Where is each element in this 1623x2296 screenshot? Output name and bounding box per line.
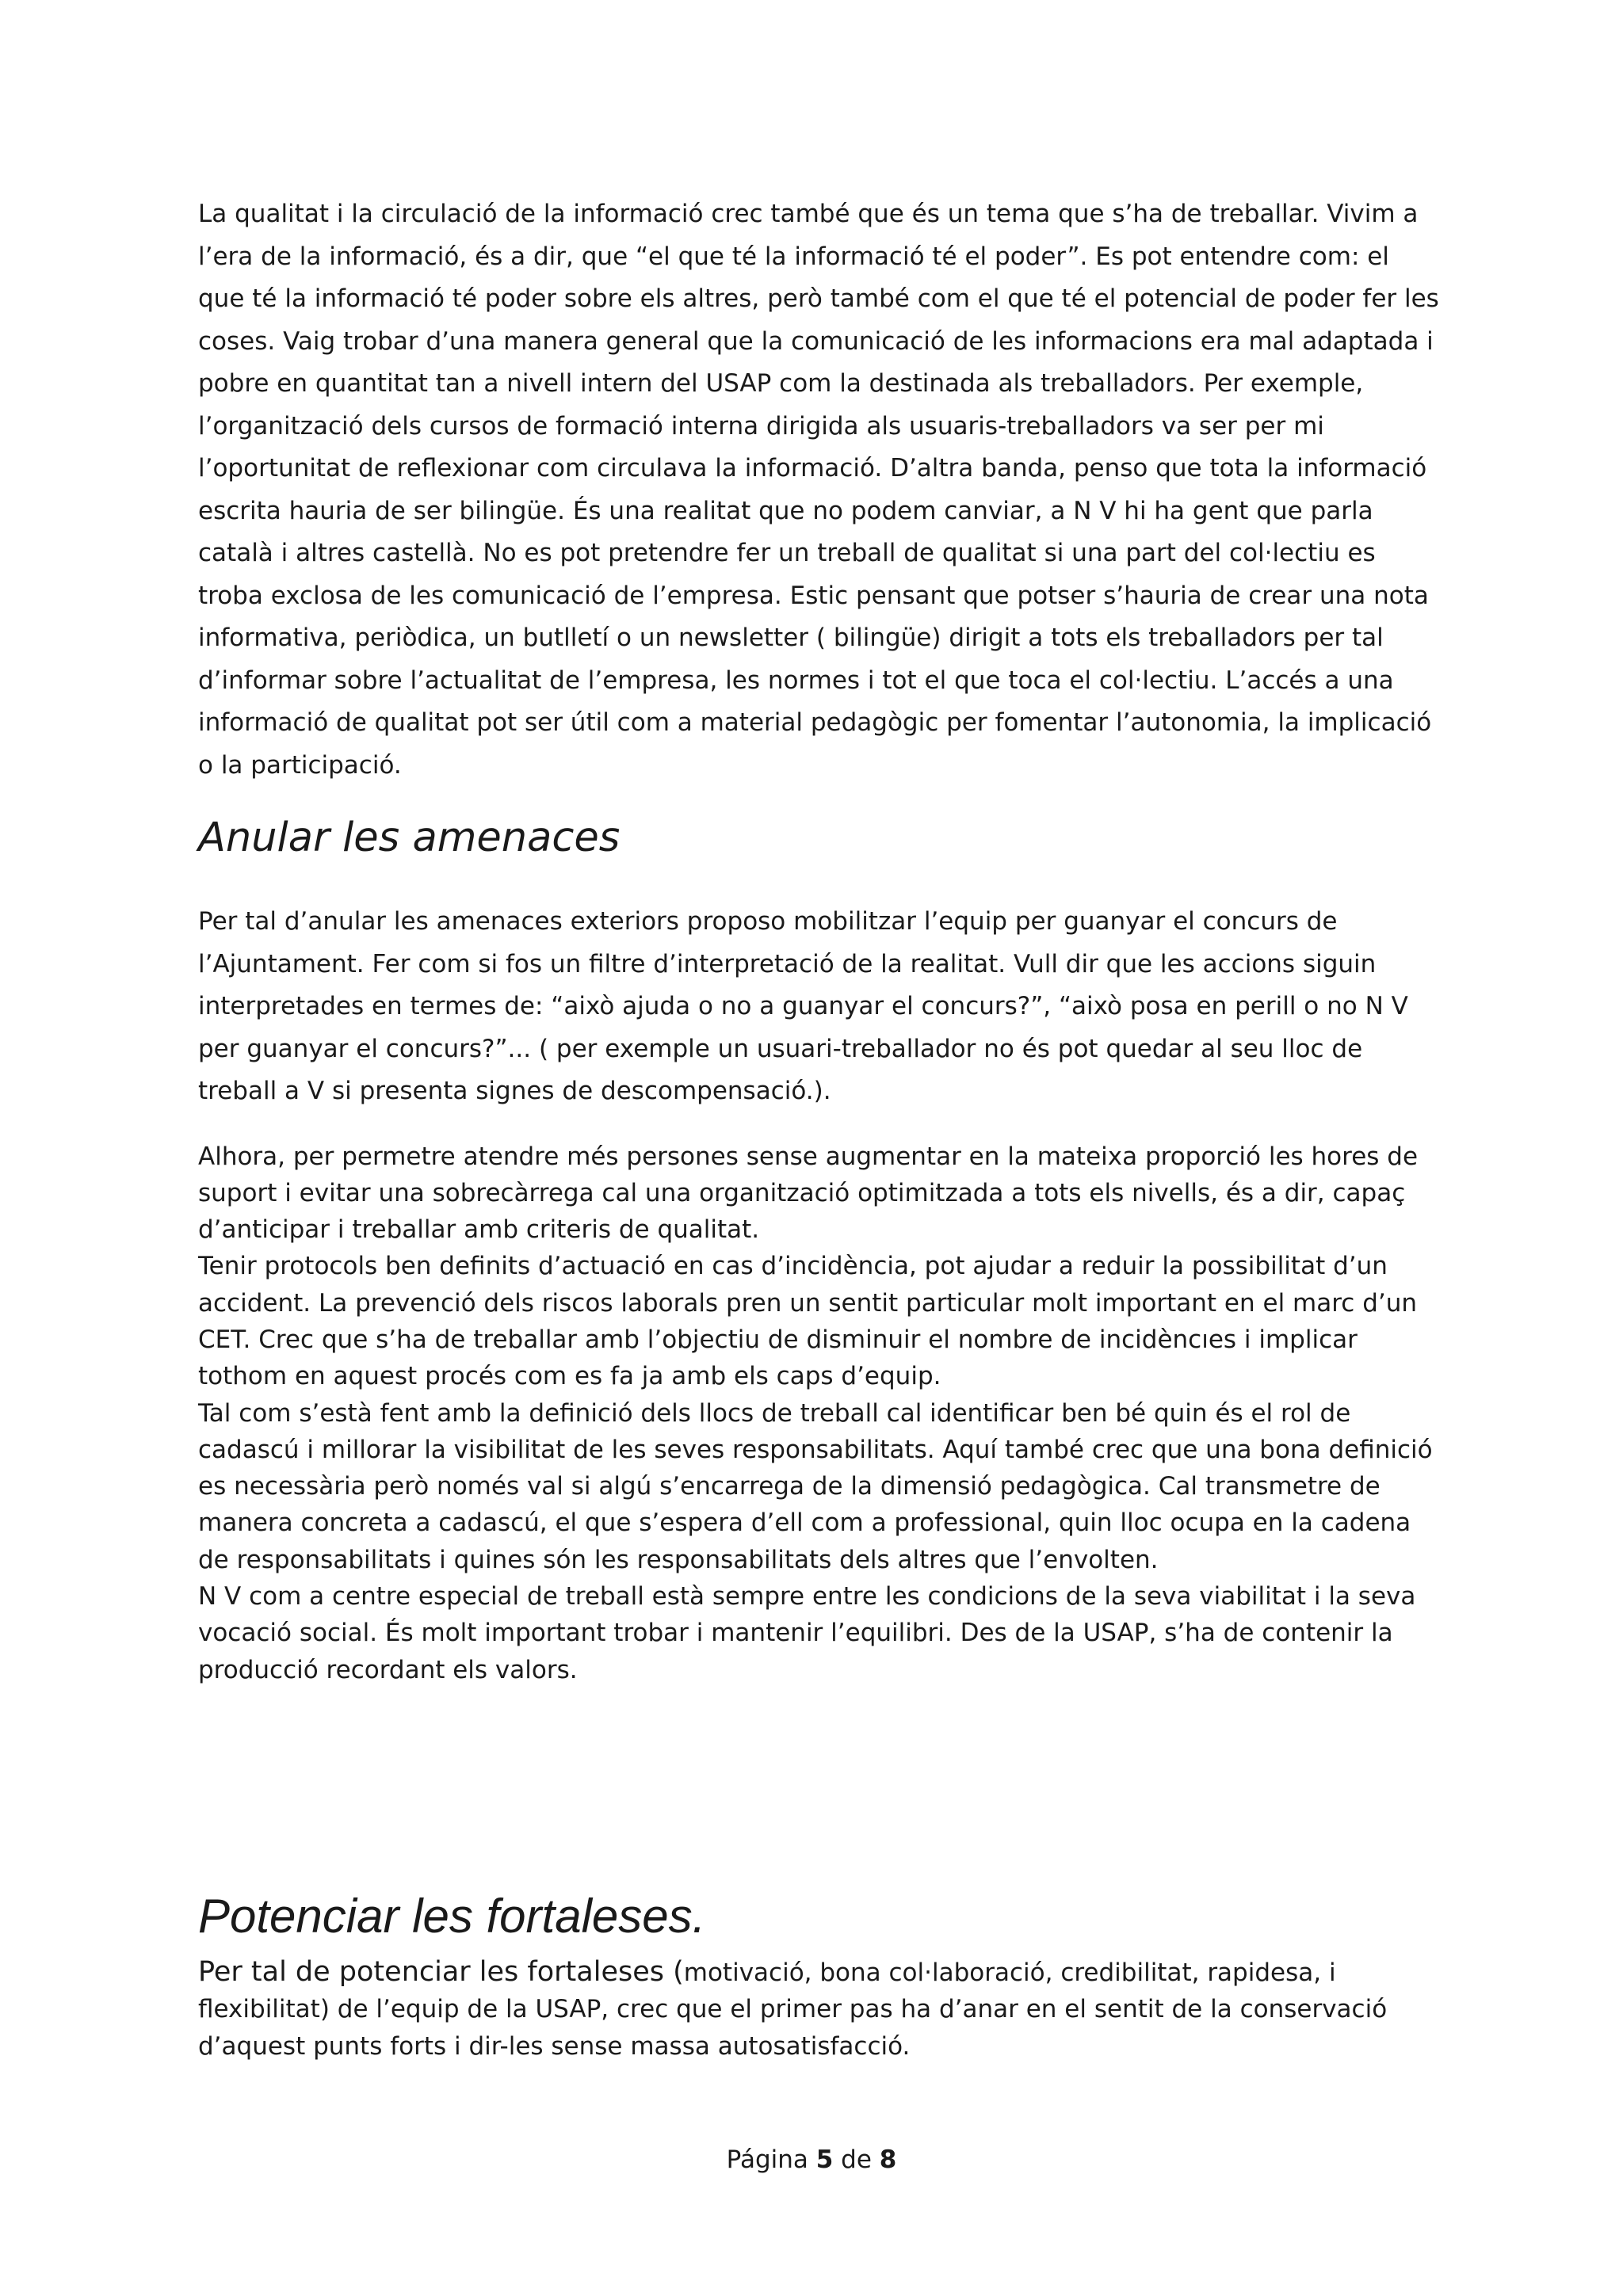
- paragraph-informacio: La qualitat i la circulació de la informació crec també que és un tema que s’ha de treballar. Vivim a l’era de la informació, és a dir, que “el que té la informació té el poder”. Es pot entendre com: el que té la informació té poder sobre els altres, però també com el que té el potencial de poder fer les coses. Vaig trobar d’una manera general que la comunicació de les informacions era mal adaptada i pobre en quantitat tan a nivell intern del USAP com la destinada als treballadors. Per exemple, l’organització dels cursos de formació interna dirigida als usuaris-treballadors va ser per mi l’oportunitat de reflexionar com circulava la informació. D’altra banda, penso que tota la informació escrita hauria de ser bilingüe. És una realitat que no podem canviar, a N V hi ha gent que parla català i altres castellà. No es pot pretendre fer un treball de qualitat si una part del col·lectiu es troba exclosa de les comunicació de l’empresa. Estic pensant que potser s’hauria de crear una nota informativa, periòdica, un butlletí o un newsletter ( bilingüe) dirigit a tots els treballadors per tal d’informar sobre l’actualitat de l’empresa, les normes i tot el que toca el col·lectiu. L’accés a una informació de qualitat pot ser útil com a material pedagògic per fomentar l’autonomia, la implicació o la participació.: [198, 200, 1439, 780]
- page-label: Página: [726, 2145, 808, 2174]
- heading-potenciar-fortaleses: Potenciar les fortaleses.: [198, 1890, 706, 1943]
- paragraph-centre-especial: N V com a centre especial de treball està sempre entre les condicions de la seva viabilitat i la seva vocació social. És molt important trobar i mantenir l’equilibri. Des de la USAP, s’ha de contenir la producció recordant els valors.: [198, 1582, 1416, 1684]
- page-separator: de: [841, 2145, 872, 2174]
- paragraph-fortaleses-rest: motivació, bona col·laboració, credibilitat, rapidesa, i flexibilitat) de l’equip de la USAP, crec que el primer pas ha d’anar en el sentit de la conservació d’aquest punts forts i dir-les sense massa autosatisfacció.: [198, 1958, 1388, 2061]
- paragraph-protocols: Tenir protocols ben definits d’actuació en cas d’incidència, pot ajudar a reduir la possibilitat d’un accident. La prevenció dels riscos laborals pren un sentit particular molt important en el marc d’un CET. Crec que s’ha de treballar amb l’objectiu de disminuir el nombre de incidèncıes i implicar tothom en aquest procés com es fa ja amb els caps d’equip.: [198, 1252, 1418, 1391]
- paragraph-alhora: Alhora, per permetre atendre més persones sense augmentar en la mateixa proporció les hores de suport i evitar una sobrecàrrega cal una organització optimitzada a tots els nivells, és a dir, capaç d’anticipar i treballar amb criteris de qualitat.: [198, 1142, 1419, 1245]
- total-pages-number: 8: [879, 2145, 897, 2174]
- paragraph-anular-amenaces: Per tal d’anular les amenaces exteriors proposo mobilitzar l’equip per guanyar el concurs de l’Ajuntament. Fer com si fos un filtre d’interpretació de la realitat. Vull dir que les accions siguin interpretades en termes de: “això ajuda o no a guanyar el concurs?”, “això posa en perill o no N V per guanyar el concurs?”... ( per exemple un usuari-treballador no és pot quedar al seu lloc de treball a V si presenta signes de descompensació.).: [198, 907, 1408, 1105]
- paragraph-fortaleses: [198, 1954, 1442, 2065]
- paragraph-fortaleses-lead: Per tal de potenciar les fortaleses (: [198, 1956, 684, 1988]
- paragraph-llocs-treball: Tal com s’està fent amb la definició dels llocs de treball cal identificar ben bé quin és el rol de cadascú i millorar la visibilitat de les seves responsabilitats. Aquí també crec que una bona definició es necessària però només val si algú s’encarrega de la dimensió pedagògica. Cal transmetre de manera concreta a cadascú, el que s’espera d’ell com a professional, quin lloc ocupa en la cadena de responsabilitats i quines són les responsabilitats dels altres que l’envolten.: [198, 1398, 1433, 1574]
- heading-anular-amenaces: Anular les amenaces: [198, 814, 621, 861]
- page-footer: [0, 2144, 1623, 2176]
- current-page-number: 5: [815, 2145, 834, 2174]
- document-body: [198, 193, 1442, 1688]
